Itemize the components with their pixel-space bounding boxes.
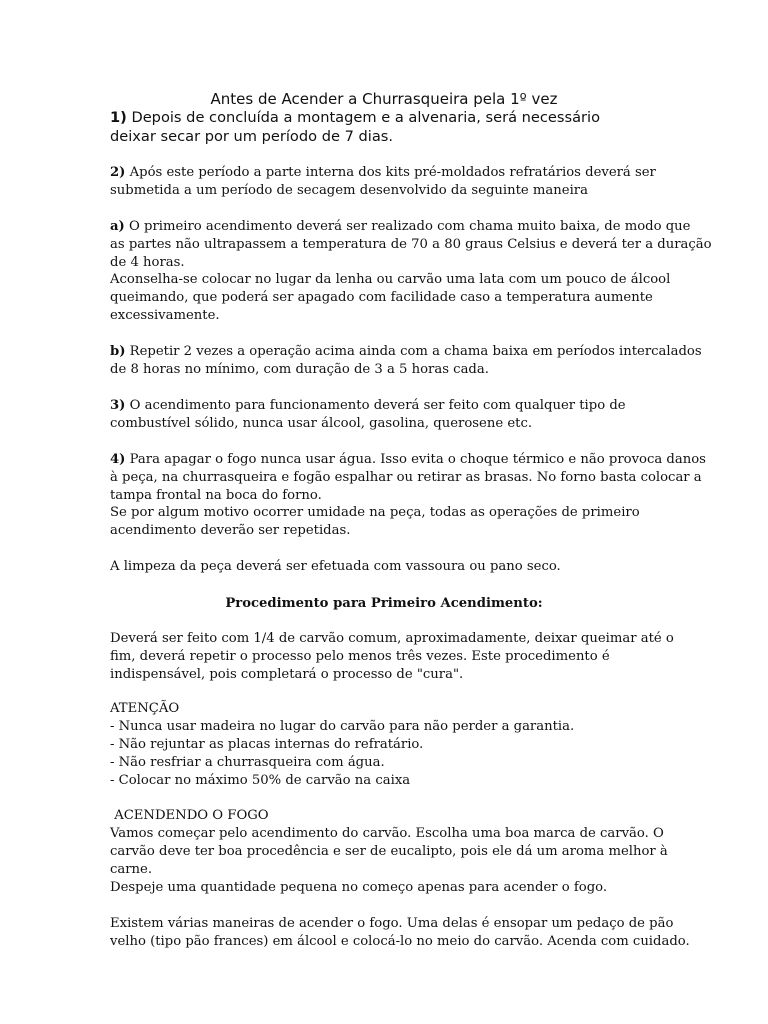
item-4-label: 4) [110, 452, 126, 467]
fire-line: carvão deve ter boa procedência e ser de eucalipto, pois ele dá um aroma melhor à [110, 844, 668, 859]
fire-line: Existem várias maneiras de acender o fogo. Uma delas é ensopar um pedaço de pão [110, 916, 674, 931]
item-2-line [110, 164, 656, 182]
item-4-line: acendimento deverão ser repetidas. [110, 523, 351, 538]
procedure-heading: Procedimento para Primeiro Acendimento: [225, 596, 543, 611]
item-a-line: excessivamente. [110, 308, 220, 323]
item-4-line: Se por algum motivo ocorrer umidade na peça, todas as operações de primeiro [110, 505, 640, 520]
fire-line: Despeje uma quantidade pequena no começo apenas para acender o fogo. [110, 880, 608, 895]
procedure-line: indispensável, pois completará o processo de "cura". [110, 667, 464, 682]
item-a-label: a) [110, 219, 125, 234]
item-b-line: de 8 horas no mínimo, com duração de 3 a 5 horas cada. [110, 362, 489, 377]
attention-heading: ATENÇÃO [110, 701, 180, 716]
item-b-line [110, 343, 702, 361]
item-4-line: tampa frontal na boca do forno. [110, 488, 322, 503]
item-1-text: Depois de concluída a montagem e a alvenaria, será necessário [131, 109, 601, 126]
item-4-line: à peça, na churrasqueira e fogão espalhar ou retirar as brasas. No forno basta colocar a [110, 470, 702, 485]
item-a-line: de 4 horas. [110, 255, 185, 270]
item-b-text: Repetir 2 vezes a operação acima ainda com a chama baixa em períodos intercalados [129, 344, 702, 359]
procedure-line: fim, deverá repetir o processo pelo menos três vezes. Este procedimento é [110, 649, 610, 664]
item-2-line: submetida a um período de secagem desenvolvido da seguinte maneira [110, 183, 588, 198]
item-4-line [110, 451, 706, 469]
item-4-text: Para apagar o fogo nunca usar água. Isso evita o choque térmico e não provoca danos [129, 452, 706, 467]
item-a-line: queimando, que poderá ser apagado com facilidade caso a temperatura aumente [110, 290, 653, 305]
item-a-line: Aconselha-se colocar no lugar da lenha ou carvão uma lata com um pouco de álcool [110, 272, 671, 287]
item-a-line [110, 218, 690, 236]
item-b-label: b) [110, 344, 126, 359]
attention-item: - Não rejuntar as placas internas do refratário. [110, 737, 424, 752]
item-1-line [110, 109, 600, 127]
attention-item: - Colocar no máximo 50% de carvão na caixa [110, 773, 411, 788]
fire-line: Vamos começar pelo acendimento do carvão. Escolha uma boa marca de carvão. O [110, 826, 664, 841]
item-3-line [110, 397, 626, 415]
item-1-label: 1) [110, 109, 127, 126]
attention-item: - Nunca usar madeira no lugar do carvão para não perder a garantia. [110, 719, 575, 734]
fire-line: carne. [110, 862, 153, 877]
document-title: Antes de Acender a Churrasqueira pela 1º vez [210, 90, 558, 108]
item-1-line: deixar secar por um período de 7 dias. [110, 128, 394, 145]
fire-line: velho (tipo pão frances) em álcool e colocá-lo no meio do carvão. Acenda com cuidado. [110, 934, 690, 949]
attention-item: - Não resfriar a churrasqueira com água. [110, 755, 385, 770]
item-3-label: 3) [110, 398, 126, 413]
item-2-label: 2) [110, 165, 126, 180]
item-2-text: Após este período a parte interna dos kits pré-moldados refratários deverá ser [129, 165, 656, 180]
item-3-text: O acendimento para funcionamento deverá ser feito com qualquer tipo de [129, 398, 626, 413]
item-a-line: as partes não ultrapassem a temperatura de 70 a 80 graus Celsius e deverá ter a duração [110, 237, 712, 252]
procedure-line: Deverá ser feito com 1/4 de carvão comum, aproximadamente, deixar queimar até o [110, 631, 674, 646]
fire-heading: ACENDENDO O FOGO [110, 808, 269, 823]
cleaning-note: A limpeza da peça deverá ser efetuada com vassoura ou pano seco. [110, 559, 561, 574]
item-3-line: combustível sólido, nunca usar álcool, gasolina, querosene etc. [110, 416, 533, 431]
item-a-text: O primeiro acendimento deverá ser realizado com chama muito baixa, de modo que [129, 219, 691, 234]
